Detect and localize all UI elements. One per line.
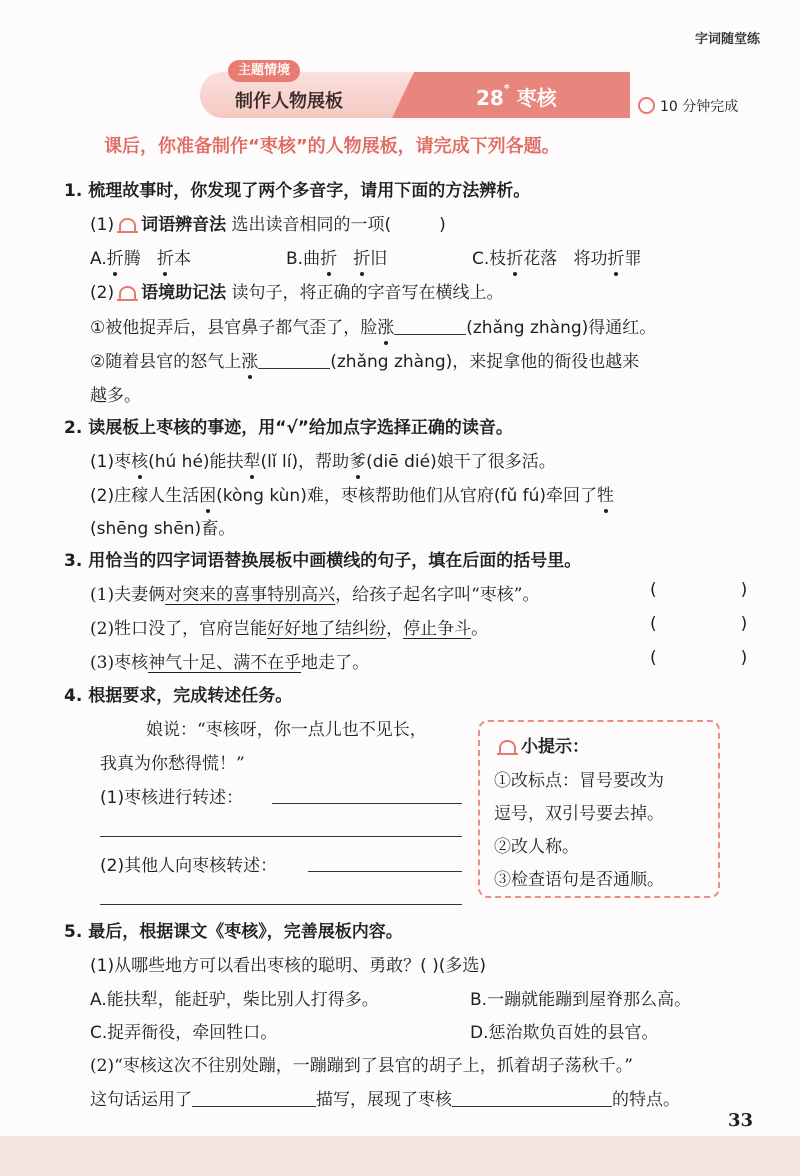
q1-sentence2: ②随着县官的怒气上涨 (zhǎng zhàng)，来捉拿他的衙役也越来 <box>90 352 640 372</box>
q3-line3: (3)枣核神气十足、满不在乎地走了。 <box>90 653 370 673</box>
bell-icon <box>119 286 136 299</box>
q2-line3: (shēng shēn)畜。 <box>90 519 236 539</box>
hint-line1: ①改标点：冒号要改为 <box>494 771 664 791</box>
q2-title: 2. 读展板上枣核的事迹，用“√”给加点字选择正确的读音。 <box>64 418 513 438</box>
q1-sentence2-cont: 越多。 <box>90 386 141 406</box>
answer-blank[interactable] <box>192 1105 316 1107</box>
hint-title: 小提示： <box>494 732 589 757</box>
q5-option-d[interactable]: D.惩治欺负百姓的县官。 <box>470 1023 659 1043</box>
q3-line1: (1)夫妻俩对突来的喜事特别高兴，给孩子起名字叫“枣核”。 <box>90 585 540 605</box>
q3-answer-paren-1[interactable]: ( ) <box>650 580 748 600</box>
q4-quote-line1: 娘说：“枣核呀，你一点儿也不见长， <box>146 720 427 740</box>
q3-line2: (2)牲口没了，官府岂能好好地了结纠纷，停止争斗。 <box>90 619 489 639</box>
q2-line1: (1)枣核(hú hé)能扶犁(lǐ lí)，帮助爹(diē dié)娘干了很多活。 <box>90 452 556 472</box>
bell-icon <box>499 740 516 753</box>
page-footer <box>0 1136 800 1176</box>
hint-line4: ③检查语句是否通顺。 <box>494 870 664 890</box>
clock-icon <box>638 97 655 114</box>
q3-answer-paren-2[interactable]: ( ) <box>650 614 748 634</box>
q4-task1: (1)枣核进行转述： <box>100 788 244 808</box>
q5-part2: (2)“枣核这次不往别处蹦，一蹦蹦到了县官的胡子上，抓着胡子荡秋千。” <box>90 1056 633 1076</box>
q1-option-a[interactable]: A.折腾 折本 <box>90 249 191 269</box>
q1-option-c[interactable]: C.枝折花落 将功折罪 <box>472 249 642 269</box>
theme-tag: 主题情境 <box>228 60 300 82</box>
q3-title: 3. 用恰当的四字词语替换展板中画横线的句子，填在后面的括号里。 <box>64 551 582 571</box>
q3-answer-paren-3[interactable]: ( ) <box>650 648 748 668</box>
hint-line2: 逗号，双引号要去掉。 <box>494 804 664 824</box>
answer-blank[interactable] <box>258 367 330 369</box>
q5-option-b[interactable]: B.一蹦就能蹦到屋脊那么高。 <box>470 990 692 1010</box>
q4-title: 4. 根据要求，完成转述任务。 <box>64 686 293 706</box>
intro-text: 课后，你准备制作“枣核”的人物展板，请完成下列各题。 <box>104 136 560 157</box>
answer-blank[interactable] <box>394 333 466 335</box>
lesson-title: 28* 枣核 <box>476 82 557 110</box>
q2-line2: (2)庄稼人生活困(kòng kùn)难，枣核帮助他们从官府(fǔ fú)牵回了牲 <box>90 486 615 506</box>
q5-option-a[interactable]: A.能扶犁，能赶驴，柴比别人打得多。 <box>90 990 379 1010</box>
q1-option-b[interactable]: B.曲折 折旧 <box>286 249 388 269</box>
q5-part1: (1)从哪些地方可以看出枣核的聪明、勇敢？( )(多选) <box>90 956 487 976</box>
timer-label: 10 分钟完成 <box>638 96 738 116</box>
series-label: 字词随堂练 <box>694 32 760 47</box>
answer-line[interactable] <box>100 836 462 837</box>
q1-part1: (1) 词语辨音法 选出读音相同的一项( ) <box>90 215 446 235</box>
q5-title: 5. 最后，根据课文《枣核》，完善展板内容。 <box>64 922 403 942</box>
theme-title: 制作人物展板 <box>235 91 343 112</box>
q4-quote-line2: 我真为你愁得慌！” <box>100 754 245 774</box>
q1-title: 1. 梳理故事时，你发现了两个多音字，请用下面的方法辨析。 <box>64 181 531 201</box>
answer-blank[interactable] <box>452 1105 612 1107</box>
q4-task2: (2)其他人向枣核转述： <box>100 856 278 876</box>
page-number: 33 <box>728 1110 754 1131</box>
answer-line[interactable] <box>100 904 462 905</box>
q1-sentence1: ①被他捉弄后，县官鼻子都气歪了，脸涨 (zhǎng zhàng)得通红。 <box>90 318 657 338</box>
answer-line[interactable] <box>308 871 462 872</box>
q5-option-c[interactable]: C.捉弄衙役，牵回牲口。 <box>90 1023 278 1043</box>
q1-part2: (2) 语境助记法 读句子，将正确的字音写在横线上。 <box>90 283 504 303</box>
q5-part2-answer: 这句话运用了 描写，展现了枣核 的特点。 <box>90 1090 680 1110</box>
answer-line[interactable] <box>272 803 462 804</box>
bell-icon <box>119 218 136 231</box>
hint-line3: ②改人称。 <box>494 837 579 857</box>
